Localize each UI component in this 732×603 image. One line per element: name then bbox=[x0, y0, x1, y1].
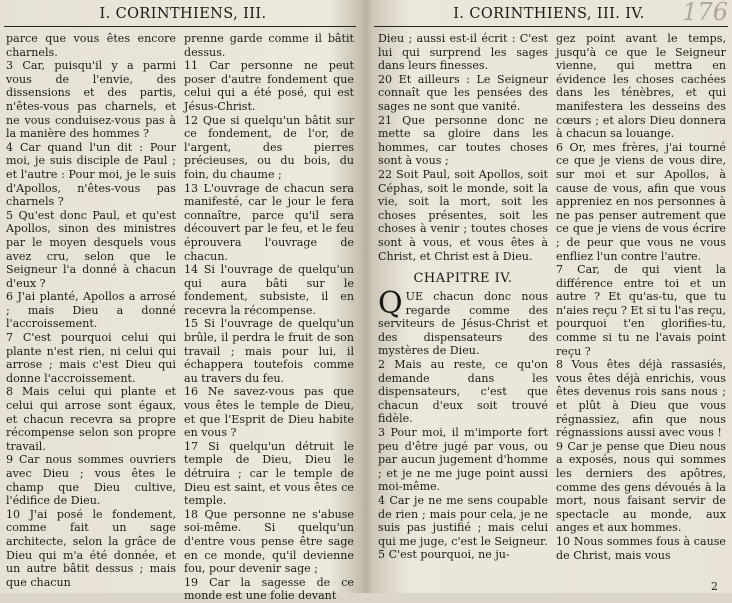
verse: 19 Car la sagesse de ce monde est une folie devant bbox=[184, 575, 354, 603]
handwritten-page-number: 176 bbox=[682, 0, 728, 26]
verse: 16 Ne savez-vous pas que vous êtes le temple de Dieu, et que l'Esprit de Dieu habite en vous ? bbox=[184, 385, 354, 440]
right-page bbox=[366, 0, 732, 593]
verse: 3 Pour moi, il m'importe fort peu d'être jugé par vous, ou par aucun jugement d'homme ; et je ne me juge point aussi moi-même. bbox=[378, 426, 548, 494]
chapter-heading: CHAPITRE IV. bbox=[413, 271, 513, 287]
verse: Dieu ; aussi est-il écrit : C'est lui qui surprend les sages dans leurs finesses. bbox=[378, 32, 548, 73]
header-rule bbox=[374, 26, 728, 27]
verse: 13 L'ouvrage de chacun sera manifesté, car le jour le fera connaître, parce qu'il sera découvert par le feu, et le feu éprouvera l'ouvrage de chacun. bbox=[184, 181, 354, 263]
chapter-first-verse bbox=[378, 286, 548, 358]
verse: 14 Si l'ouvrage de quelqu'un qui aura bâti sur le fondement, subsiste, il en recevra la récompense. bbox=[184, 263, 354, 317]
signature-mark: 2 bbox=[711, 580, 718, 593]
verse: 7 C'est pourquoi celui qui plante n'est rien, ni celui qui arrose ; mais c'est Dieu qui donne l'accroissement. bbox=[6, 331, 176, 385]
verse: 5 Qu'est donc Paul, et qu'est Apollos, sinon des ministres par le moyen desquels vous avez cru, selon que le Seigneur l'a donné à chacun d'eux ? bbox=[6, 208, 176, 290]
verse: 8 Vous êtes déjà rassasiés, vous êtes déjà enrichis, vous êtes devenus rois sans nous ; et plût à Dieu que vous régnassiez, afin que nous régnassions aussi avec vous ! bbox=[556, 358, 726, 440]
verse: 12 Que si quelqu'un bâtit sur ce fondement, de l'or, de l'argent, des pierres précieuses, ou du bois, du foin, du chaume ; bbox=[184, 113, 354, 181]
verse: 21 Que personne donc ne mette sa gloire dans les hommes, car toutes choses sont à vous ; bbox=[378, 113, 548, 168]
verse: 18 Que personne ne s'abuse soi-même. Si quelqu'un d'entre vous pense être sage en ce monde, qu'il devienne fou, pour devenir sage ; bbox=[184, 507, 354, 576]
verse: 11 Car personne ne peut poser d'autre fondement que celui qui a été posé, qui est Jésus-Christ. bbox=[184, 59, 354, 113]
verse: 9 Car nous sommes ouvriers avec Dieu ; vous êtes le champ que Dieu cultive, l'édifice de Dieu. bbox=[6, 453, 176, 508]
verse: 22 Soit Paul, soit Apollos, soit Céphas, soit le monde, soit la vie, soit la mort, soit les choses présentes, soit les choses à venir ; toutes choses sont à vous, et vous êtes à Christ, et Christ est à Dieu. bbox=[378, 167, 548, 263]
verse: 4 Car quand l'un dit : Pour moi, je suis disciple de Paul ; et l'autre : Pour moi, je le suis d'Apollos, n'êtes-vous pas charnels ? bbox=[6, 140, 176, 209]
verse: 15 Si l'ouvrage de quelqu'un brûle, il perdra le fruit de son travail ; mais pour lui, il échappera toutefois comme au travers du feu. bbox=[184, 317, 354, 385]
verse: 17 Si quelqu'un détruit le temple de Dieu, Dieu le détruira ; car le temple de Dieu est saint, et vous êtes ce temple. bbox=[184, 439, 354, 508]
left-page-header: I. CORINTHIENS, III. bbox=[99, 6, 267, 22]
verse: prenne garde comme il bâtit dessus. bbox=[184, 32, 354, 59]
verse: gez point avant le temps, jusqu'à ce que le Seigneur vienne, qui mettra en évidence les choses cachées dans les ténèbres, et qui manifestera les desseins des cœurs ; et alors Dieu donnera à chacun sa louange. bbox=[556, 32, 726, 141]
left-col-2 bbox=[180, 32, 358, 603]
verse: 2 Mais au reste, ce qu'on demande dans les dispensateurs, c'est que chacun d'eux soit trouvé fidèle. bbox=[378, 358, 548, 426]
verse: 5 C'est pourquoi, ne ju- bbox=[378, 548, 510, 562]
chapter-first-text: UE chacun donc nous regarde comme des serviteurs de Jésus-Christ et des dispensateurs des mystères de Dieu. bbox=[378, 290, 548, 358]
drop-cap: Q bbox=[378, 286, 403, 322]
verse: 8 Mais celui qui plante et celui qui arrose sont égaux, et chacun recevra sa propre récompense selon son propre travail. bbox=[6, 385, 176, 453]
header-rule bbox=[4, 26, 356, 27]
verse: 10 Nous sommes fous à cause de Christ, mais vous bbox=[556, 534, 726, 562]
left-col-1 bbox=[2, 32, 180, 593]
left-page-columns bbox=[2, 32, 358, 603]
right-page-columns bbox=[374, 32, 730, 593]
verse: 3 Car, puisqu'il y a parmi vous de l'envie, des dissensions et des partis, n'êtes-vous pas charnels, et ne vous conduisez-vous pas à la manière des hommes ? bbox=[6, 59, 176, 141]
right-col-2 bbox=[552, 32, 730, 593]
verse: 4 Car je ne me sens coupable de rien ; mais pour cela, je ne suis pas justifié ; mais celui qui me juge, c'est le Seigneur. bbox=[378, 494, 548, 548]
verse: 6 J'ai planté, Apollos a arrosé ; mais Dieu a donné l'accroissement. bbox=[6, 290, 176, 331]
verse: 10 J'ai posé le fondement, comme fait un sage architecte, selon la grâce de Dieu qui m'a été donnée, et un autre bâtit dessus ; mais que chacun bbox=[6, 507, 176, 589]
verse: parce que vous êtes encore charnels. bbox=[6, 32, 176, 59]
verse: 7 Car, de qui vient la différence entre toi et un autre ? Et qu'as-tu, que tu n'aies reçu ? Et si tu l'as reçu, pourquoi t'en glorifies-tu, comme si tu ne l'avais point reçu ? bbox=[556, 263, 726, 358]
verse: 6 Or, mes frères, j'ai tourné ce que je viens de vous dire, sur moi et sur Apollos, à cause de vous, afin que vous appreniez en nos personnes à ne pas penser autrement que ce que je viens de vous écrire ; de peur que vous ne vous enfliez l'un contre l'autre. bbox=[556, 140, 726, 263]
verse: 20 Et ailleurs : Le Seigneur connaît que les pensées des sages ne sont que vanité. bbox=[378, 72, 548, 113]
right-page-header: I. CORINTHIENS, III. IV. bbox=[453, 6, 645, 22]
right-col-1 bbox=[374, 32, 552, 593]
verse: 9 Car je pense que Dieu nous a exposés, nous qui sommes les derniers des apôtres, comme des gens dévoués à la mort, nous faisant servir de spectacle au monde, aux anges et aux hommes. bbox=[556, 439, 726, 535]
